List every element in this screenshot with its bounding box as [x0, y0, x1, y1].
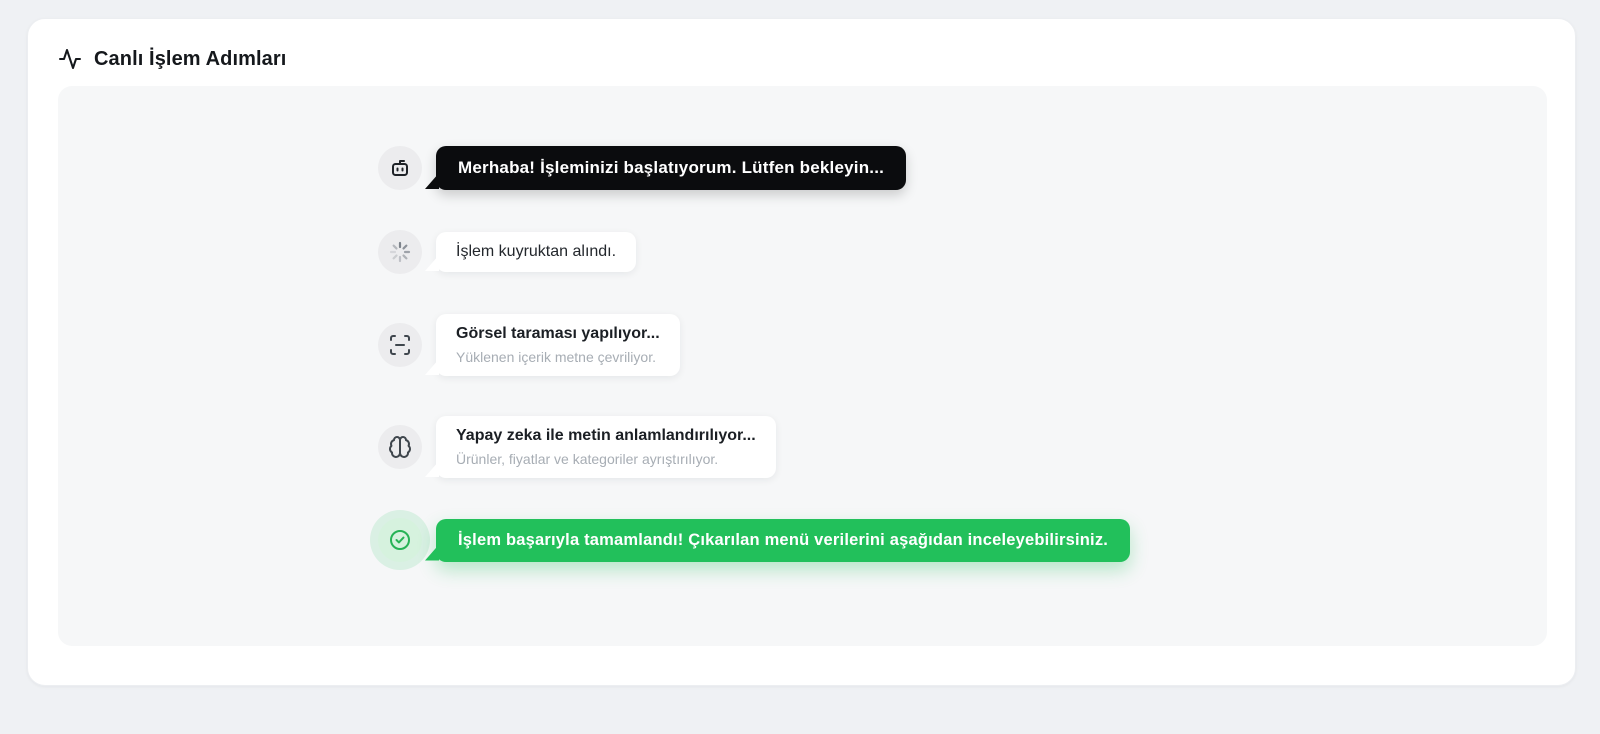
chat-list [378, 146, 1547, 562]
step-avatar [378, 323, 422, 367]
scan-icon [388, 333, 412, 357]
step-title: Görsel taraması yapılıyor... [456, 325, 660, 342]
step-subtitle: Ürünler, fiyatlar ve kategoriler ayrıştırılıyor. [456, 451, 719, 467]
activity-icon [58, 47, 82, 71]
step-subtitle: Yüklenen içerik metne çevriliyor. [456, 349, 656, 365]
step-bubble-ai [436, 416, 776, 478]
check-circle-icon [388, 528, 412, 552]
steps-panel [58, 86, 1547, 646]
card-header [28, 19, 1575, 71]
brain-icon [388, 435, 412, 459]
step-row-queued [378, 230, 636, 274]
step-row-ocr [378, 314, 680, 376]
step-bubble-ocr [436, 314, 680, 376]
step-avatar [378, 230, 422, 274]
step-row-done [378, 518, 1130, 562]
step-avatar-success [378, 518, 422, 562]
page-title: Canlı İşlem Adımları [94, 47, 287, 70]
step-bubble-done: İşlem başarıyla tamamlandı! Çıkarılan menü verilerini aşağıdan inceleyebilirsiniz. [436, 519, 1130, 562]
step-bubble-welcome: Merhaba! İşleminizi başlatıyorum. Lütfen bekleyin... [436, 146, 906, 190]
robot-icon [388, 156, 412, 180]
step-avatar [378, 146, 422, 190]
step-row-welcome [378, 146, 906, 190]
spinner-icon [388, 240, 412, 264]
step-avatar [378, 425, 422, 469]
step-title: Yapay zeka ile metin anlamlandırılıyor... [456, 427, 756, 444]
live-steps-card [27, 18, 1576, 686]
step-row-ai [378, 416, 776, 478]
step-bubble-queued: İşlem kuyruktan alındı. [436, 232, 636, 272]
